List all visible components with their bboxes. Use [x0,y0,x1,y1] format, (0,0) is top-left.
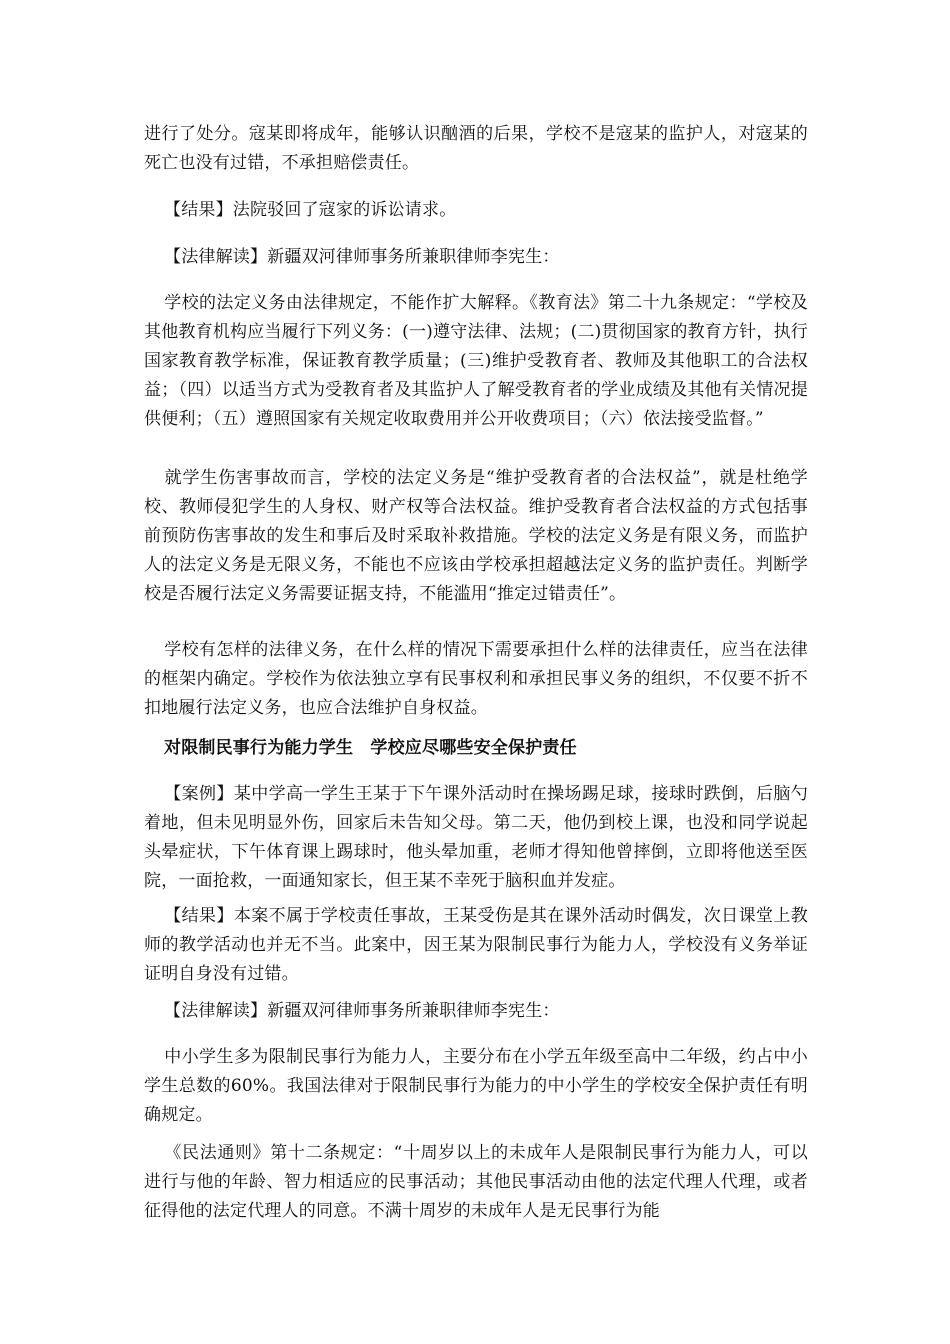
paragraph-continuation: 进行了处分。寇某即将成年，能够认识酗酒的后果，学校不是寇某的监护人，对寇某的死亡也没有过错，不承担赔偿责任。 [144,124,808,173]
paragraph-legal-reading-1: 【法律解读】新疆双河律师事务所兼职律师李宪生： [164,247,560,267]
section-heading: 对限制民事行为能力学生 学校应尽哪些安全保护责任 [164,738,577,758]
paragraph-civil-law: 《民法通则》第十二条规定：“十周岁以上的未成年人是限制民事行为能力人，可以进行与他的年龄、智力相适应的民事活动；其他民事活动由他的法定代理人代理，或者征得他的法定代理人的同意。不满十周岁的未成年人是无民事行为能 [144,1143,808,1221]
paragraph-education-law: 学校的法定义务由法律规定，不能作扩大解释。《教育法》第二十九条规定：“学校及其他教育机构应当履行下列义务：(一)遵守法律、法规；(二)贯彻国家的教育方针，执行国家教育教学标准，保证教育教学质量；(三)维护受教育者、教师及其他职工的合法权益；（四）以适当方式为受教育者及其监护人了解受教育者的学业成绩及其他有关情况提供便利；（五）遵照国家有关规定收取费用并公开收费项目；（六）依法接受监督。” [144,293,808,429]
paragraph-result-2: 【结果】本案不属于学校责任事故，王某受伤是其在课外活动时偶发，次日课堂上教师的教学活动也并无不当。此案中，因王某为限制民事行为能力人，学校没有义务举证证明自身没有过错。 [144,906,808,984]
paragraph-minors-statistics: 中小学生多为限制民事行为能力人，主要分布在小学五年级至高中二年级，约占中小学生总数的60%。我国法律对于限制民事行为能力的中小学生的学校安全保护责任有明确规定。 [144,1047,808,1125]
paragraph-case: 【案例】某中学高一学生王某于下午课外活动时在操场踢足球，接球时跌倒，后脑勺着地，但未见明显外伤，回家后未告知父母。第二天，他仍到校上课，也没和同学说起头晕症状，下午体育课上踢球时，他头晕加重，老师才得知他曾摔倒，立即将他送至医院，一面抢救，一面通知家长，但王某不幸死于脑积血并发症。 [144,784,808,891]
paragraph-result-1: 【结果】法院驳回了寇家的诉讼请求。 [164,200,457,220]
paragraph-legal-reading-2: 【法律解读】新疆双河律师事务所兼职律师李宪生： [164,1001,560,1021]
paragraph-school-obligation: 学校有怎样的法律义务，在什么样的情况下需要承担什么样的法律责任，应当在法律的框架内确定。学校作为依法独立享有民事权利和承担民事义务的组织，不仅要不折不扣地履行法定义务，也应合法维护自身权益。 [144,640,808,718]
paragraph-student-injury: 就学生伤害事故而言，学校的法定义务是“维护受教育者的合法权益”，就是杜绝学校、教师侵犯学生的人身权、财产权等合法权益。维护受教育者合法权益的方式包括事前预防伤害事故的发生和事后及时采取补救措施。学校的法定义务是有限义务，而监护人的法定义务是无限义务，不能也不应该由学校承担超越法定义务的监护责任。判断学校是否履行法定义务需要证据支持，不能滥用“推定过错责任”。 [144,468,808,604]
